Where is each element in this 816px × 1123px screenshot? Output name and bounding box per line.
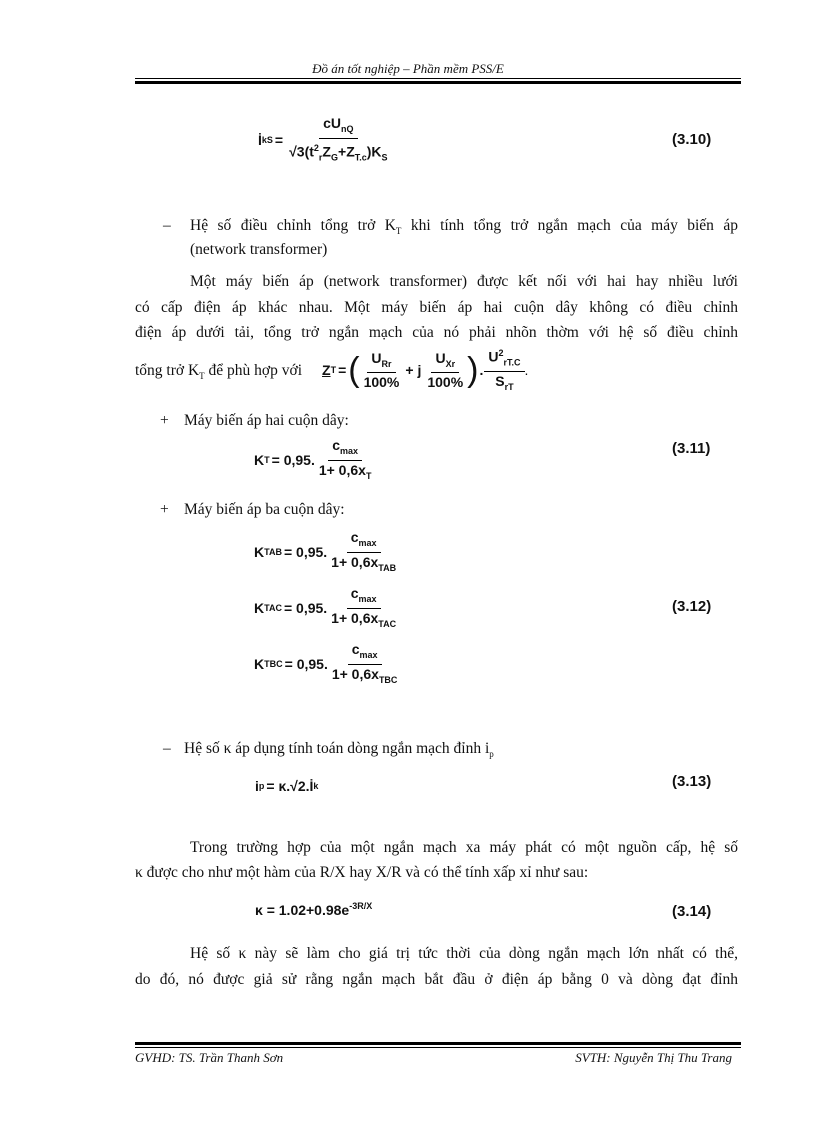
equation-3-12-tab: K TAB = 0,95. $\frac{c_{max}}{1+ 0,6x_{TAB}}$ [254,528,397,573]
paragraph-2-line-1: Trong trường hợp của một ngắn mạch xa máy phát có một nguồn cấp, hệ số [190,839,738,856]
plus-marker-2: + [160,501,169,518]
bullet-dash-2: – [163,740,171,757]
item-two-winding: Máy biến áp hai cuộn dây: [184,412,349,429]
page-header-title: Đồ án tốt nghiệp – Phần mềm PSS/E [312,61,504,76]
footer-student: SVTH: Nguyễn Thị Thu Trang [575,1050,732,1065]
bullet-1-line-2: (network transformer) [190,241,328,258]
paragraph-1-line-2: có cấp điện áp khác nhau. Một máy biến áp hai cuộn dây không có điều chỉnh [135,299,738,316]
paragraph-1-line-1: Một máy biến áp (network transformer) được kết nối với hai hay nhiều lưới [190,273,738,290]
paragraph-3-line-2: do đó, nó được giả sử rằng ngắn mạch bắt đầu ở điện áp bằng 0 và dòng đạt đỉnh [135,971,738,988]
bullet-2-text: Hệ số κ áp dụng tính toán dòng ngắn mạch đỉnh $i_p$ [184,740,494,760]
paragraph-1-line-3: điện áp dưới tải, tổng trở ngắn mạch của nó phải nhõn thờm với hệ số điều chỉnh [135,324,738,341]
header-rule-thick [135,81,741,84]
bullet-1-line-1: Hệ số điều chỉnh tổng trở $K_T$ khi tính tổng trở ngắn mạch của máy biến áp [190,217,738,237]
equation-label-3-12: (3.12) [672,598,712,615]
equation-3-11: K T = 0,95. $\frac{c_{max}}{1+ 0,6x_T}$ [254,436,372,481]
bullet-dash-1: – [163,217,171,234]
paragraph-3-line-1: Hệ số κ này sẽ làm cho giá trị tức thời của dòng ngắn mạch lớn nhất có thể, [190,945,738,962]
equation-label-3-11: (3.11) [672,440,711,457]
equation-3-13: i p = κ.√2.İ k [255,778,319,794]
equation-label-3-10: (3.10) [672,131,712,148]
equation-3-12-tbc: K TBC = 0,95. $\frac{c_{max}}{1+ 0,6x_{TBC}}$ [254,640,398,685]
footer-rule-thin [135,1047,741,1048]
equation-3-14: κ = 1.02+0.98e $^{-3R/X}$ [255,901,373,918]
equation-label-3-13: (3.13) [672,773,712,790]
paragraph-2-line-2: κ được cho như một hàm của R/X hay X/R và có thể tính xấp xỉ như sau: [135,864,589,881]
equation-3-10: İ kS = $\frac{cU_{nQ}}{√3(t^2_rZ_G+Z_{T.c})K_S}$ [258,114,388,163]
plus-marker-1: + [160,412,169,429]
equation-3-12-tac: K TAC = 0,95. $\frac{c_{max}}{1+ 0,6x_{TAC}}$ [254,584,397,629]
impedance-formula-zt: Z T = ( $\frac{U_{Rr}}{100\%}$ + j $\frac{U_{Xr}}{100\%}$ ) . $\frac{U^2_{rT.C}}{S_{rT}}$ . [322,346,528,394]
footer-rule-thick [135,1042,741,1045]
header-rule-thin [135,78,741,79]
equation-label-3-14: (3.14) [672,903,712,920]
item-three-winding: Máy biến áp ba cuộn dây: [184,501,345,518]
paragraph-1-line-4: tổng trở $K_T$ để phù hợp với [135,362,303,382]
footer-supervisor: GVHD: TS. Trần Thanh Sơn [135,1050,284,1065]
